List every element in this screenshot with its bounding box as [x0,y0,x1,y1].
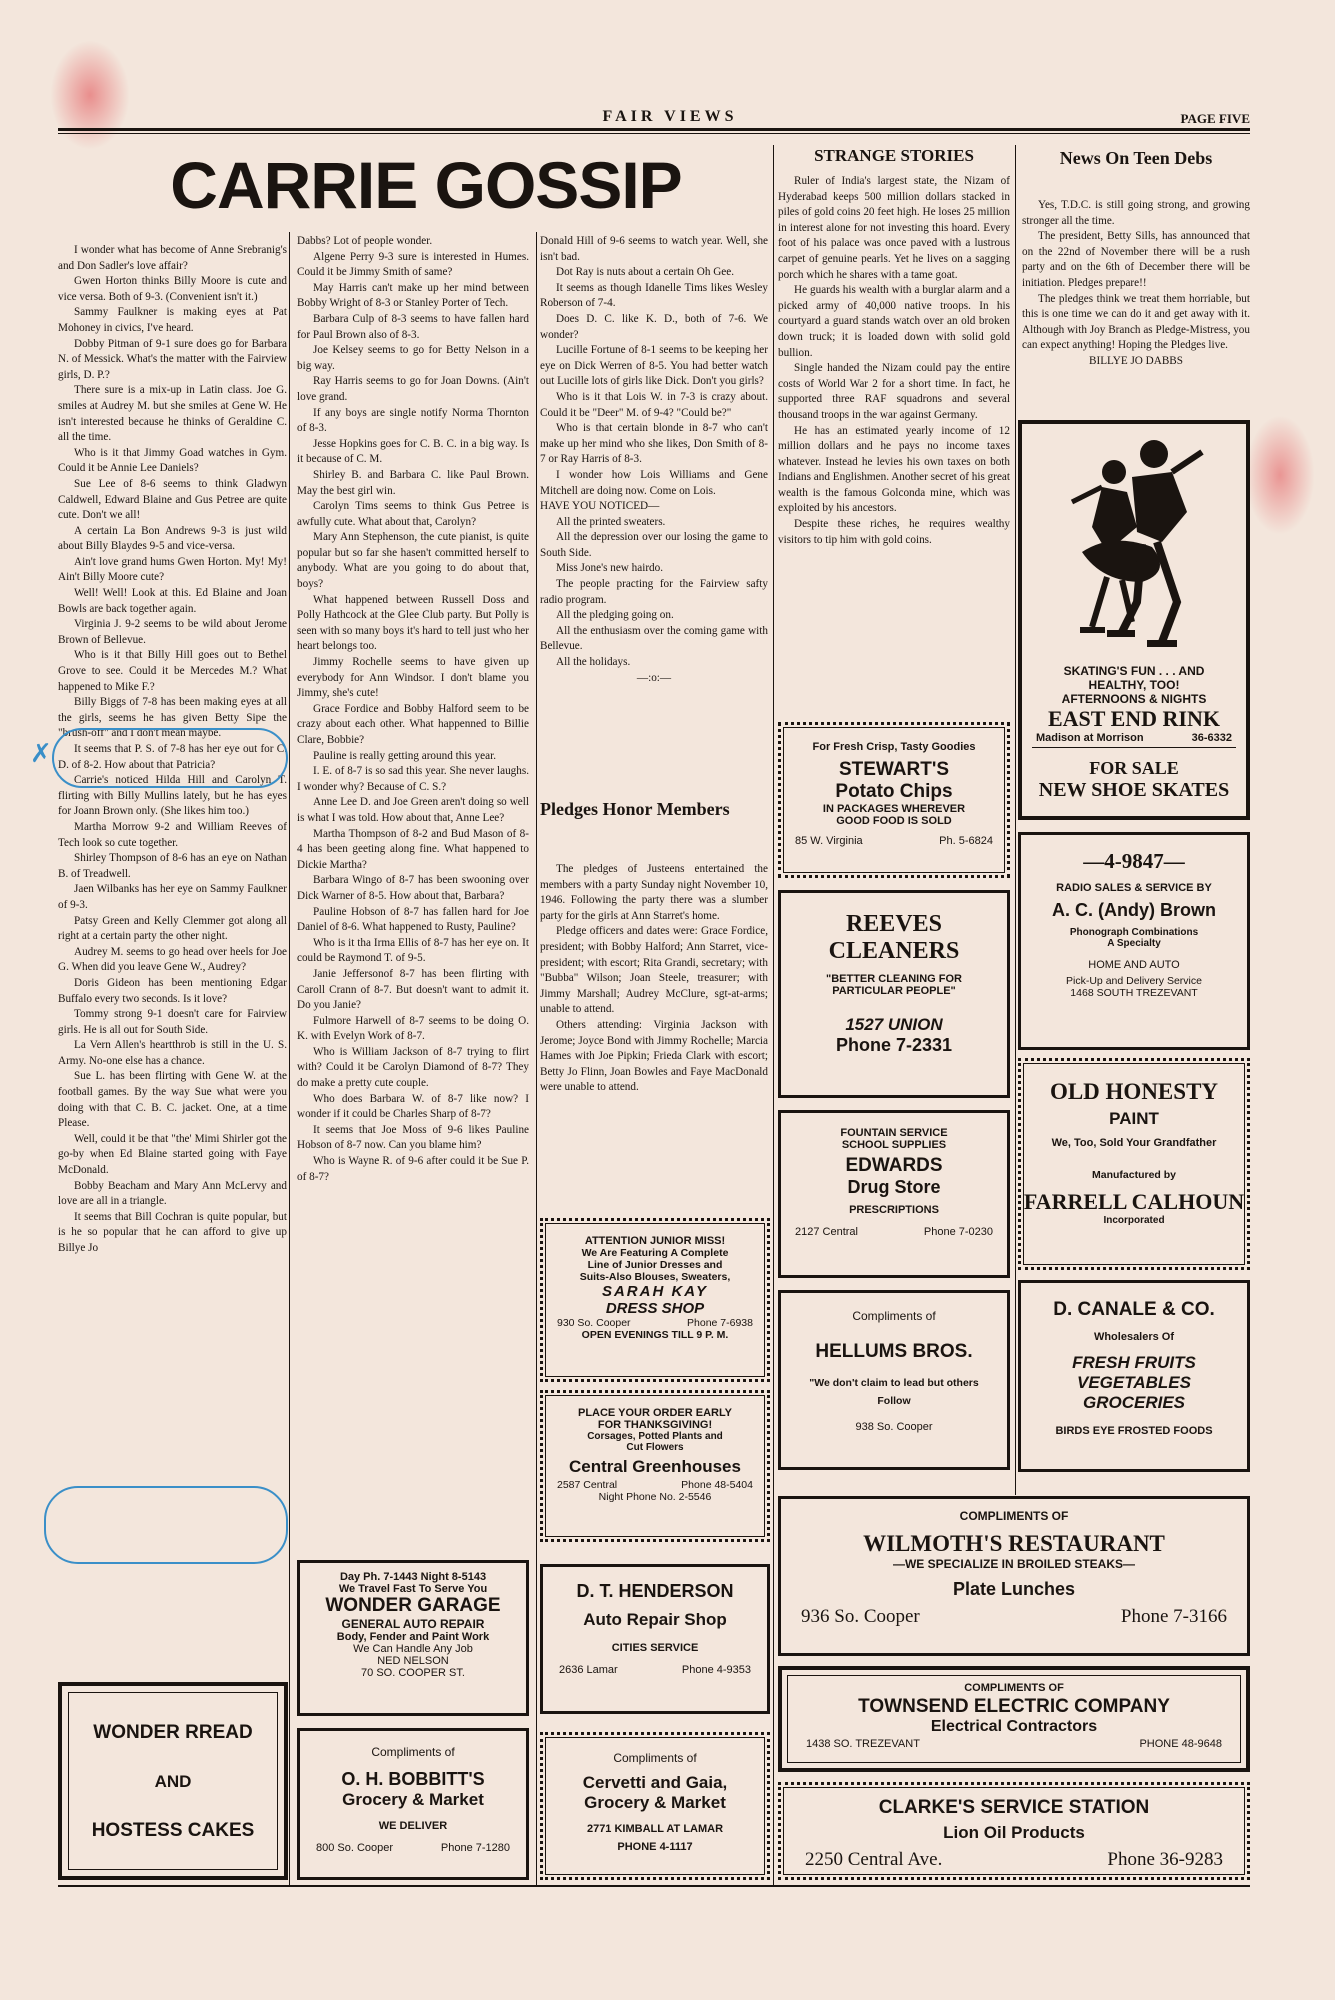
gossip-item: Grace Fordice and Bobby Halford seem to be crazy about each other. What happenned to Billie Clare, Bobbie? [297,702,529,746]
ad-line: OPEN EVENINGS TILL 9 P. M. [581,1329,729,1341]
ad-wilmoth [778,1496,1250,1656]
ad-line: GENERAL AUTO REPAIR [341,1617,485,1631]
gossip-item: Who is William Jackson of 8-7 trying to flirt with? Could it be Carolyn Diamond of 8-7? They do make a pretty cute couple. [297,1045,529,1090]
ad-line: We Can Handle Any Job [353,1643,473,1655]
ad-line: —4-9847— [1083,849,1185,873]
ad-clarke [778,1782,1250,1880]
ad-line: Potato Chips [835,781,953,802]
gossip-item: Bobby Beacham and Mary Ann McLervy and love are all in a triangle. [58,1179,287,1208]
column-rule [536,232,537,1887]
gossip-item: Audrey M. seems to go head over heels for Joe G. When did you leave Gene W., Audrey? [58,945,287,974]
strange-paragraph: Ruler of India's largest state, the Nizam of Hyderabad keeps 500 million dollars stacked in piles of gold coins 20 feet high. He loses 25 million in interest alone for not investing this hoard. Every foot of his palace was once paved with a lustrous carpet of genuine pearls. Yet he lives on a sagging porch which he shares with a tame goat. [778,175,1010,281]
gossip-item: La Vern Allen's heartthrob is still in the U. S. Army. No-one else has a chance. [58,1039,287,1067]
ad-line: We Travel Fast To Serve You [338,1583,488,1595]
gossip-item: Dabbs? Lot of people wonder. [297,235,433,247]
pen-circle-mark [52,728,288,788]
ad-line: GROCERIES [1082,1393,1186,1412]
gossip-item: Jesse Hopkins goes for C. B. C. in a big way. Is it because of C. M. [297,437,529,466]
teen-title: News On Teen Debs [1059,148,1213,168]
ad-line: O. H. BOBBITT'S [341,1769,485,1789]
strange-paragraph: Despite these riches, he requires wealthy visitors to tip him with gold coins. [778,518,1010,546]
gossip-item: Sue Lee of 8-6 seems to think Gladwyn Caldwell, Edward Blaine and Gus Petree are quite cute. Don't we all! [58,477,287,522]
gossip-item: Miss Jone's new hairdo. [556,562,664,575]
ad-phone: PHONE 48-9648 [1139,1738,1222,1750]
ad-phone: Phone 48-5404 [681,1479,753,1491]
ad-radio-brown [1018,832,1250,1050]
ad-wonder-garage [297,1560,529,1716]
ad-address: 2636 Lamar [559,1664,618,1676]
ad-line: Lion Oil Products [943,1823,1085,1842]
ad-line: RADIO SALES & SERVICE BY [1056,882,1212,894]
ad-line: Phone 7-2331 [835,1035,953,1055]
gossip-item: Who is it tha Irma Ellis of 8-7 has her eye on. It could be Raymond T. of 9-5. [297,936,529,965]
ad-line: CITIES SERVICE [611,1642,699,1654]
ad-phone: 36-6332 [1191,732,1232,744]
ad-line: BIRDS EYE FROSTED FOODS [1055,1425,1213,1437]
gossip-item: Dot Ray is nuts about a certain Oh Gee. [556,266,735,279]
ad-line: For Fresh Crisp, Tasty Goodies [812,741,976,753]
ad-line: Plate Lunches [952,1579,1076,1599]
ad-line: "We don't claim to lead but others [809,1377,979,1389]
ad-line: AFTERNOONS & NIGHTS [1061,692,1207,706]
gossip-item: Who is Wayne R. of 9-6 after could it be Sue P. of 8-7? [297,1155,529,1183]
gossip-item: I wonder what has become of Anne Srebranig's and Don Sadler's love affair? [58,244,287,272]
gossip-item: I wonder how Lois Williams and Gene Mitchell are doing now. Come on Lois. [540,468,768,497]
ad-line: FARRELL CALHOUN [1023,1189,1245,1214]
ad-line: A. C. (Andy) Brown [1052,900,1216,920]
ad-line: AND [154,1772,192,1791]
ad-line: Manufactured by [1091,1169,1176,1181]
gossip-item: Pauline is really getting around this year. [313,749,496,762]
ad-line: Compliments of [613,1751,697,1765]
gossip-item: Billy Biggs of 7-8 has been making eyes at all the girls, seems he has given Betty Sipe the "brush-off" and I don't mean maybe. [58,696,287,740]
gossip-item: It seems that Bill Cochran is quite popular, but is he so popular that he can afford to give up Billye Jo [58,1210,287,1254]
ad-address: 85 W. Virginia [795,835,863,847]
ad-line: 1527 UNION [845,1015,943,1034]
gossip-item: Lucille Fortune of 8-1 seems to be keeping her eye on Dick Werren of 8-5. You had better watch out Lucille lots of girls like Dick. Don't you girls? [540,344,768,388]
ad-line: ATTENTION JUNIOR MISS! [584,1235,726,1247]
ad-phone: Ph. 5-6824 [939,835,993,847]
gossip-item: There sure is a mix-up in Latin class. Joe G. smiles at Audrey M. but she smiles at Gene W. He isn't interested because he thinks of Geraldine C. all the time. [58,384,287,444]
ad-edwards [778,1110,1010,1278]
ad-line: Central Greenhouses [569,1457,741,1476]
ad-canale [1018,1280,1250,1472]
gossip-column-1 [58,243,287,1663]
ad-address: 936 So. Cooper [801,1606,920,1627]
lipstick-mark [1245,415,1315,535]
ad-bobbitt [297,1728,529,1880]
ad-line: Night Phone No. 2-5546 [598,1491,712,1503]
gossip-item: Doris Gideon has been mentioning Edgar Buffalo every two seconds. Is it love? [58,976,287,1005]
ad-stewarts [778,722,1010,878]
ad-line: 1468 SOUTH TREZEVANT [1070,987,1198,999]
ad-line: HOME AND AUTO [1088,959,1180,971]
gossip-item: Sammy Faulkner is making eyes at Pat Mohoney in civics, I've heard. [58,306,287,334]
ad-line: VEGETABLES [1077,1373,1191,1392]
ad-line: HEALTHY, TOO! [1088,678,1180,692]
teen-paragraph: The president, Betty Sills, has announced that on the 22nd of November there will be a rush party and on the 6th of December there will be initiation. Pledges prepare!! [1022,230,1250,289]
ad-cervetti [540,1732,770,1880]
column-rule [773,145,774,1887]
strange-title: STRANGE STORIES [814,146,974,165]
header-rule [58,133,1250,134]
gossip-item: Tommy strong 9-1 doesn't care for Fairview girls. He is all out for South Side. [58,1008,287,1036]
ad-sarah-kay [540,1218,770,1382]
gossip-item: Martha Thompson of 8-2 and Bud Mason of 8-4 has been geeting along fine. What happened to Dickie Martha? [297,827,529,871]
gossip-item: May Harris can't make up her mind between Bobby Wright of 8-3 or Stanley Porter of Tech. [297,281,529,310]
gossip-item: Donald Hill of 9-6 seems to watch year. Well, she isn't bad. [540,235,768,263]
ad-line: GOOD FOOD IS SOLD [836,815,952,827]
gossip-item: Sue L. has been flirting with Gene W. at the football games. By the way Sue what were you doing with that C. B. C. jacket. One, at a time Please. [58,1070,287,1130]
ad-east-end-rink [1018,420,1250,820]
ad-address: 800 So. Cooper [316,1842,394,1854]
ad-line: 938 So. Cooper [855,1421,933,1433]
gossip-item: Jaen Wilbanks has her eye on Sammy Faulkner of 9-3. [58,883,287,911]
ad-line: —WE SPECIALIZE IN BROILED STEAKS— [892,1557,1135,1571]
gossip-item: Ain't love grand hums Gwen Horton. My! My! Ain't Billy Moore cute? [58,555,287,584]
header-rule [58,128,1250,131]
ad-address: Madison at Morrison [1036,732,1144,744]
ad-line: Wholesalers Of [1093,1331,1175,1343]
ad-line: FRESH FRUITS [1072,1353,1196,1372]
gossip-item: Mary Ann Stephenson, the cute pianist, is quite popular but so far she hasen't committed herself to anybody. What are you going to do about that, boys? [297,531,529,591]
ad-line: STEWART'S [838,759,950,780]
ad-line: Cut Flowers [626,1442,684,1453]
ad-townsend [778,1666,1250,1772]
gossip-item: Well! Well! Look at this. Ed Blaine and Joan Bowls are back together again. [58,587,287,615]
pledges-paragraph: Others attending: Virginia Jackson with Jerome; Joyce Bond with Jimmy Rochelle; Marcia Hames with Joe Pipkin; Frieda Clark with escort; Betty Jo Flinn, Joan Bowles and Faye MacDonald were unable to attend. [540,1018,768,1094]
gossip-item: The people practing for the Fairview safty radio program. [540,578,768,606]
ad-phone: Phone 4-9353 [681,1664,751,1676]
teen-paragraph: Yes, T.D.C. is still going strong, and growing stronger all the time. [1022,199,1250,227]
ad-line: Compliments of [852,1309,936,1323]
ad-line: We Are Featuring A Complete [581,1247,729,1259]
gossip-item: Well, could it be that "the' Mimi Shirler got the go-by when Ed Blaine started going with Faye McDonald. [58,1132,287,1177]
gossip-item: Barbara Wingo of 8-7 has been swooning over Dick Warner of 8-5. How about that, Barbara? [297,874,529,902]
gossip-item: It seems that Joe Moss of 9-6 likes Pauline Hobson of 8-7 now. Can you blame him? [297,1123,529,1152]
gossip-column-2 [297,234,529,1534]
gossip-column-3 [540,234,768,784]
pledges-article [540,862,768,1200]
ad-line: FOR THANKSGIVING! [597,1419,713,1431]
gossip-item: I. E. of 8-7 is so sad this year. She never laughs. I wonder why? Because of C. S.? [297,765,529,793]
strange-paragraph: He has an estimated yearly income of 12 million dollars and he pays no income taxes whatever. Instead he levies his own taxes on both Indians and Englishmen. Another secret of his great wealth is the famous Golconda mine, which was exploited by his ancestors. [778,424,1010,515]
gossip-item: Who is it that Billy Hill goes out to Bethel Grove to see. Could it be Mercedes M.? What happened to Mike F.? [58,649,287,693]
pen-x-mark: ✗ [30,738,52,768]
ad-address: 2587 Central [557,1479,618,1491]
gossip-item: Ray Harris seems to go for Joan Downs. (Ain't love grand. [297,375,529,403]
ad-line: We, Too, Sold Your Grandfather [1051,1137,1217,1149]
ad-hellums [778,1290,1010,1470]
gossip-item: All the holidays. [556,656,631,669]
ad-line: EAST END RINK [1048,706,1220,731]
ad-line: SKATING'S FUN . . . AND [1063,664,1205,678]
gossip-item: Barbara Culp of 8-3 seems to have fallen hard for Paul Brown also of 8-3. [297,312,529,341]
ad-line: WONDER RREAD [93,1722,253,1743]
gossip-item: Pauline Hobson of 8-7 has fallen hard for Joe Daniel of 8-6. What happened to Rusty, Pauline? [297,905,529,934]
gossip-item: Anne Lee D. and Joe Green aren't doing so well is what I was told. How about that, Anne Lee? [297,796,529,824]
gossip-item: HAVE YOU NOTICED— [540,500,660,513]
gossip-item: All the enthusiasm over the coming game with Bellevue. [540,624,768,653]
ad-line: Body, Fender and Paint Work [336,1631,490,1643]
ad-line: NED NELSON [377,1655,449,1667]
ad-line: HELLUMS BROS. [815,1341,973,1362]
gossip-item: Shirley B. and Barbara C. like Paul Brown. May the best girl win. [297,468,529,497]
ad-phone: Phone 7-6938 [687,1317,753,1329]
ad-line: D. T. HENDERSON [576,1581,734,1601]
ad-phone: Phone 7-3166 [1120,1606,1227,1627]
gossip-item: It seems as though Idanelle Tims likes Wesley Roberson of 7-4. [540,281,768,310]
ad-line: EDWARDS [845,1155,943,1176]
ad-line: WILMOTH'S RESTAURANT [863,1531,1165,1556]
ad-address: 2250 Central Ave. [805,1849,943,1870]
gossip-item: Who is it that Jimmy Goad watches in Gym. Could it be Annie Lee Daniels? [58,446,287,475]
ad-line: OLD HONESTY [1049,1079,1219,1104]
gossip-item: Dobby Pitman of 9-1 sure does go for Barbara N. of Messick. What's the matter with the Fairview girls, D. P.? [58,337,287,381]
gossip-item: Who is it that Lois W. in 7-3 is crazy about. Could it be "Deer" M. of 9-4? "Could be?" [540,390,768,419]
gossip-title: CARRIE GOSSIP [170,148,682,222]
teen-article [1022,198,1250,418]
teen-signature: BILLYE JO DABBS [1089,354,1183,367]
ad-line: HOSTESS CAKES [91,1820,255,1841]
ad-line: WONDER GARAGE [325,1595,501,1616]
ad-line: SCHOOL SUPPLIES [841,1139,947,1151]
gossip-item: Virginia J. 9-2 seems to be wild about Jerome Brown of Bellevue. [58,618,287,646]
ad-line: CLEANERS [828,938,960,964]
gossip-item: Who does Barbara W. of 8-7 like now? I wonder if it could be Charles Sharp of 8-7? [297,1092,529,1121]
ad-line: Cervetti and Gaia, [582,1773,728,1792]
ad-line: 2771 KIMBALL AT LAMAR [586,1823,724,1835]
ad-line: Electrical Contractors [930,1718,1098,1735]
strange-article [778,174,1010,714]
ad-line: Compliments of [371,1745,455,1759]
gossip-item: Janie Jeffersonof 8-7 has been flirting with Caroll Crann of 8-7. But doesn't want to admit it. Do you Janie? [297,967,529,1012]
gossip-item: Joe Kelsey seems to go for Betty Nelson in a big way. [297,344,529,372]
ad-line: Day Ph. 7-1443 Night 8-5143 [339,1571,487,1583]
ad-line: REEVES [845,911,943,937]
gossip-item: If any boys are single notify Norma Thornton of 8-3. [297,406,529,435]
gossip-item: Martha Morrow 9-2 and William Reeves of Tech look so cute together. [58,820,287,849]
ad-line: PAINT [1109,1109,1159,1128]
ad-line: PLACE YOUR ORDER EARLY [577,1407,733,1419]
ad-phone: Phone 7-0230 [923,1226,993,1238]
ad-line: A Specialty [1107,938,1161,949]
ad-line: CLARKE'S SERVICE STATION [878,1797,1150,1818]
gossip-item: All the depression over our losing the game to South Side. [540,531,768,559]
gossip-item: It seems that P. S. of 7-8 has her eye out for C. D. of 8-2. How about that Patricia? [58,743,287,771]
ad-phone: Phone 7-1280 [440,1842,510,1854]
strange-paragraph: He guards his wealth with a burglar alarm and a picked army of 40,000 native troops. In his courtyard a guard stands watch over an old broken down truck; it is loaded down with solid gold bullion. [778,284,1010,359]
gossip-item: Carrie's noticed Hilda Hill and Carolyn T. flirting with Billy Mullins lately, but he has eyes for Joann Brown only. (She likes him too.) [58,774,287,818]
gossip-item: Shirley Thompson of 8-6 has an eye on Nathan B. of Treadwell. [58,852,287,880]
ad-line: WE DELIVER [378,1820,448,1832]
gossip-item: Patsy Green and Kelly Clemmer got along all right at a certain party the other night. [58,914,287,943]
ad-line: PHONE 4-1117 [617,1841,693,1853]
ad-line: FOUNTAIN SERVICE [840,1127,948,1139]
ad-line: TOWNSEND ELECTRIC COMPANY [858,1696,1170,1717]
ad-reeves [778,890,1010,1098]
gossip-item: Who is that certain blonde in 8-7 who can't make up her mind who she likes, Don Smith of 8-7 or Ray Harris of 8-3. [540,422,768,466]
ad-line: Grocery & Market [342,1790,484,1809]
gossip-item: Algene Perry 9-3 sure is interested in Humes. Could it be Jimmy Smith of same? [297,250,529,279]
gossip-item: Jimmy Rochelle seems to have given up everybody for Ann Windsor. I don't blame you Jimmy, she's cute! [297,656,529,700]
ad-line: IN PACKAGES WHEREVER [822,803,966,815]
ad-phone: Phone 36-9283 [1107,1849,1223,1870]
gossip-divider: —:o:— [636,671,672,684]
ad-line: FOR SALE [1089,758,1179,778]
pledges-paragraph: Pledge officers and dates were: Grace Fordice, president; with Bobby Halford; Ann Starret, vice-president; with escort; Rita Grandi, secretary; with "Bubba" Wilson; Joan Steele, treasurer; with Jimmy Marshall; Audrey McClure, sgt-at-arms; unable to attend. [540,925,768,1016]
gossip-item: Does D. C. like K. D., both of 7-6. We wonder? [540,312,768,341]
ad-line: 70 SO. COOPER ST. [361,1667,465,1679]
teen-paragraph: The pledges think we treat them horriable, but this is one time we can do it and get away with it. Although with Joy Branch as Pledge-Mistress, you can expect anything! Hoping the Pledges live. [1022,292,1250,352]
ad-line: Follow [877,1395,911,1407]
ad-line: COMPLIMENTS OF [964,1682,1064,1694]
gossip-item: A certain La Bon Andrews 9-3 is just wild about Billy Blaydes 9-5 and vice-versa. [58,524,287,553]
gossip-item: Carolyn Tims seems to think Gus Petree is awfully cute. What about that, Carolyn? [297,500,529,528]
gossip-item: Fulmore Harwell of 8-7 seems to be doing O. K. with Evelyn Work of 8-7. [297,1014,529,1043]
gossip-item: All the pledging going on. [556,609,674,622]
gossip-item: What happened between Russell Doss and Polly Hathcock at the Glee Club party. But Polly is seen with so many boys it's hard to tell just who her heart belongs too. [297,593,529,653]
ad-line: Grocery & Market [584,1793,726,1812]
skaters-illustration-icon [1062,432,1212,662]
ad-line: "BETTER CLEANING FOR [826,973,962,985]
ad-central-greenhouses [540,1390,770,1542]
paper-name: FAIR VIEWS [602,108,738,125]
strange-paragraph: Single handed the Nizam could pay the entire costs of World War 2 for a short time. In fact, he supported three RAF squadrons and several thousand troops in the war against Germany. [778,362,1010,421]
ad-line: NEW SHOE SKATES [1038,779,1230,801]
ad-henderson [540,1564,770,1714]
ad-line: Phonograph Combinations [1069,927,1199,938]
ad-address: 930 So. Cooper [557,1317,631,1329]
page-number: PAGE FIVE [1180,111,1250,126]
pledges-paragraph: The pledges of Justeens entertained the members with a party Sunday night November 10, 1946. Following the party there was a slumber party for the girls at Ann Starret's home. [540,863,768,922]
ad-line: PRESCRIPTIONS [849,1204,939,1216]
ad-line: Pick-Up and Delivery Service [1066,975,1202,987]
ad-address: 1438 SO. TREZEVANT [806,1738,920,1750]
footer-rule [58,1885,1250,1887]
ad-old-honesty [1018,1058,1250,1270]
ad-line: D. CANALE & CO. [1053,1299,1215,1320]
ad-wonder-bread [58,1682,288,1880]
ad-line: COMPLIMENTS OF [959,1509,1069,1523]
pen-circle-mark [44,1486,288,1564]
ad-line: Incorporated [1103,1215,1165,1226]
ad-line: Auto Repair Shop [583,1610,727,1629]
ad-line: Line of Junior Dresses and [587,1259,723,1271]
ad-line: PARTICULAR PEOPLE" [832,985,956,997]
ad-line: Suits-Also Blouses, Sweaters, [579,1271,731,1283]
column-rule [1015,145,1016,1495]
gossip-item: All the printed sweaters. [556,515,666,528]
ad-line: SARAH KAY [601,1283,709,1300]
gossip-item: Gwen Horton thinks Billy Moore is cute and vice versa. Both of 9-3. (Convenient isn't it.) [58,275,287,303]
ad-line: DRESS SHOP [605,1300,705,1317]
ad-line: Corsages, Potted Plants and [587,1431,723,1442]
ad-line: Drug Store [847,1177,941,1197]
pledges-title: Pledges Honor Members [540,799,730,819]
column-rule [289,232,290,1887]
ad-address: 2127 Central [795,1226,858,1238]
